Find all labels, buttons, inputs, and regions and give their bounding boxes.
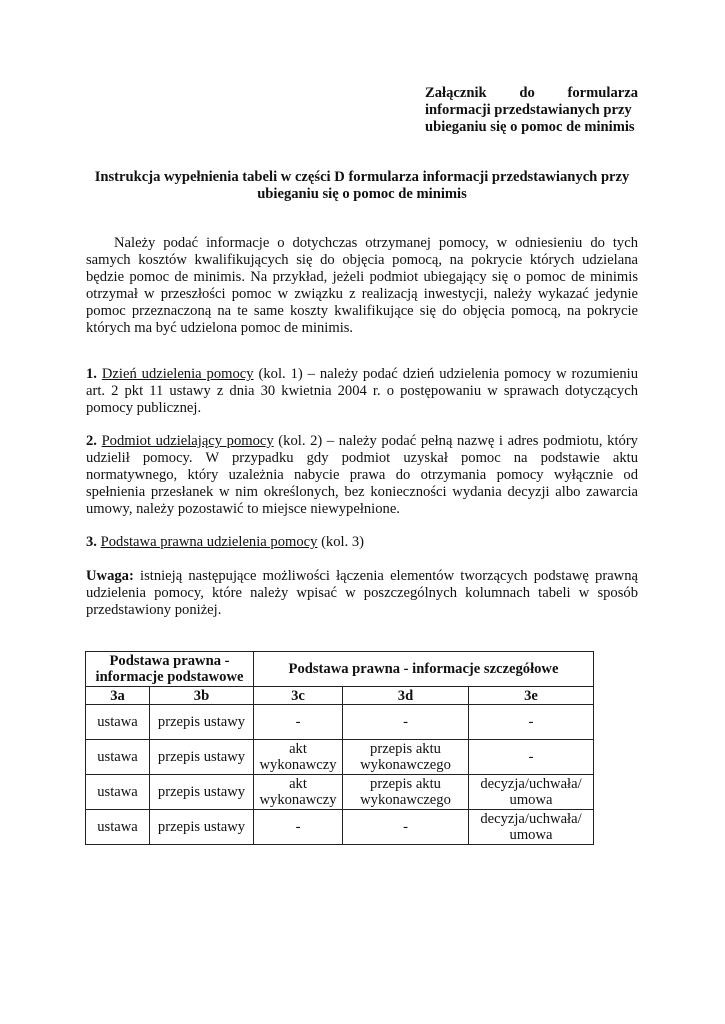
- cell-3a: ustawa: [86, 740, 150, 775]
- cell-3a: ustawa: [86, 775, 150, 810]
- col-id-3b: 3b: [150, 687, 254, 705]
- cell-3c: akt wykonawczy: [254, 775, 343, 810]
- annex-line-1: [425, 85, 638, 102]
- cell-3b: przepis ustawy: [150, 705, 254, 740]
- cell-3e: decyzja/uchwała/ umowa: [469, 775, 594, 810]
- item-2-label: Podmiot udzielający pomocy: [101, 433, 274, 449]
- table-row: [86, 775, 594, 810]
- document-title: Instrukcja wypełnienia tabeli w części D formularza informacji przedstawianych przy ubieganiu się o pomoc de minimis: [94, 169, 630, 202]
- item-1-label: Dzień udzielenia pomocy: [101, 366, 254, 382]
- col-id-3c: 3c: [254, 687, 343, 705]
- header-detailed-info: Podstawa prawna - informacje szczegółowe: [254, 652, 594, 687]
- annex-word-1: Załącznik: [425, 85, 487, 101]
- item-2-paragraph: [86, 433, 638, 518]
- cell-3e: -: [469, 740, 594, 775]
- cell-3e: -: [469, 705, 594, 740]
- intro-paragraph: Należy podać informacje o dotychczas otrzymanej pomocy, w odniesieniu do tych samych kosztów kwalifikujących się do objęcia pomocą, na pokrycie których udzielana będzie pomoc de minimis. Na przykład, jeżeli podmiot ubiegający się o pomoc de minimis otrzymał w przeszłości pomoc w związku z realizacją inwestycji, należy wykazać jedynie pomoc przeznaczoną na te same koszty kwalifikujące się do objęcia pomocą, na pokrycie których ma być udzielona pomoc de minimis.: [86, 235, 638, 336]
- item-1-number: 1.: [86, 366, 97, 382]
- cell-3d: -: [343, 810, 469, 845]
- item-1-text: (kol. 1) – należy podać dzień udzielenia pomocy w rozumieniu art. 2 pkt 11 ustawy z dnia 30 kwietnia 2004 r. o postępowaniu w sprawach dotyczących pomocy publicznej.: [86, 366, 638, 416]
- annex-word-2: do: [519, 85, 535, 101]
- table-header-row: [86, 652, 594, 687]
- legal-basis-table: [85, 651, 594, 845]
- cell-3e: decyzja/uchwała/ umowa: [469, 810, 594, 845]
- cell-3d: -: [343, 705, 469, 740]
- item-1-paragraph: [86, 366, 638, 417]
- col-id-3e: 3e: [469, 687, 594, 705]
- cell-3b: przepis ustawy: [150, 810, 254, 845]
- cell-3a: ustawa: [86, 810, 150, 845]
- cell-3c: akt wykonawczy: [254, 740, 343, 775]
- cell-3c: -: [254, 810, 343, 845]
- cell-3c: -: [254, 705, 343, 740]
- header-basic-info: Podstawa prawna - informacje podstawowe: [86, 652, 254, 687]
- annex-word-3: formularza: [567, 85, 638, 101]
- table-row: [86, 740, 594, 775]
- note-label: Uwaga:: [86, 568, 134, 584]
- cell-3b: przepis ustawy: [150, 775, 254, 810]
- note-paragraph: [86, 568, 638, 619]
- annex-heading: [425, 85, 638, 136]
- note-text: istnieją następujące możliwości łączenia elementów tworzących podstawę prawną udzielenia pomocy, które należy wpisać w poszczególnych kolumnach tabeli w sposób przedstawiony poniżej.: [86, 568, 638, 618]
- item-3-paragraph: [86, 534, 638, 551]
- cell-3d: przepis aktu wykonawczego: [343, 775, 469, 810]
- cell-3a: ustawa: [86, 705, 150, 740]
- item-3-number: 3.: [86, 534, 97, 550]
- item-2-text: (kol. 2) – należy podać pełną nazwę i adres podmiotu, który udzielił pomocy. W przypadku gdy podmiot uzyskał pomoc na podstawie aktu normatywnego, który uzależnia nabycie prawa do otrzymania pomocy wyłącznie od spełnienia przesłanek w nim określonych, bez konieczności wydania decyzji albo zawarcia umowy, należy pozostawić to miejsce niewypełnione.: [86, 433, 638, 517]
- col-id-3d: 3d: [343, 687, 469, 705]
- table-column-ids-row: [86, 687, 594, 705]
- annex-line-2: informacji przedstawianych przy: [425, 102, 632, 118]
- item-2-number: 2.: [86, 433, 97, 449]
- cell-3b: przepis ustawy: [150, 740, 254, 775]
- table-row: [86, 705, 594, 740]
- item-3-label: Podstawa prawna udzielenia pomocy: [100, 534, 318, 550]
- annex-line-3: ubieganiu się o pomoc de minimis: [425, 119, 635, 135]
- cell-3d: przepis aktu wykonawczego: [343, 740, 469, 775]
- col-id-3a: 3a: [86, 687, 150, 705]
- table-row: [86, 810, 594, 845]
- item-3-text: (kol. 3): [317, 534, 365, 550]
